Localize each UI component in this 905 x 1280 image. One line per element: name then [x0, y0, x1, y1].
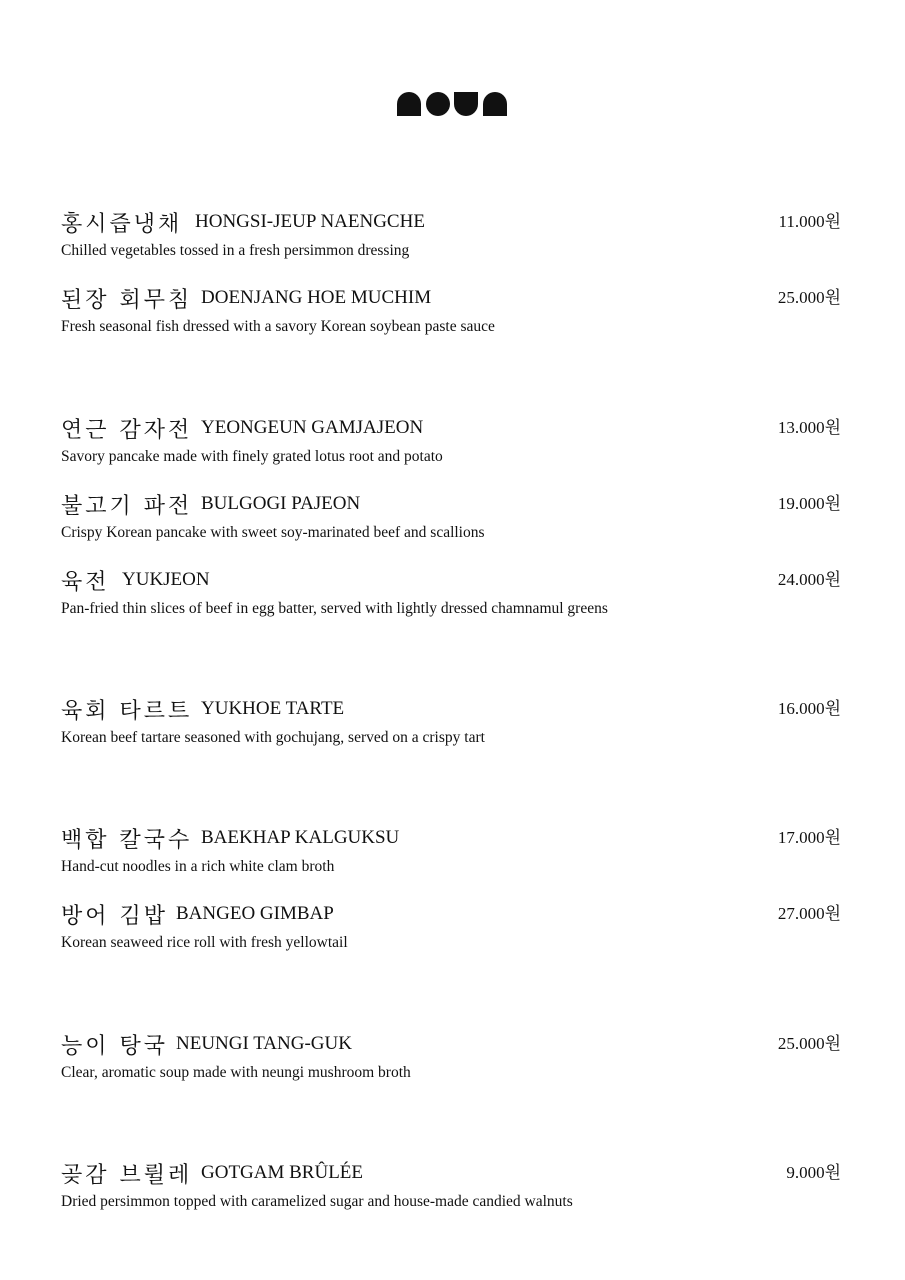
item-korean-name: 능이 탕국 [61, 1034, 169, 1059]
menu-item [61, 565, 841, 641]
menu-item [61, 1158, 841, 1234]
menu-item [61, 283, 841, 359]
item-korean-name: 연근 감자전 [61, 418, 193, 443]
item-description: Korean beef tartare seasoned with gochujang, served on a crispy tart [61, 729, 485, 746]
item-description: Chilled vegetables tossed in a fresh persimmon dressing [61, 242, 410, 259]
menu-item [61, 899, 841, 975]
menu-section-jeon [61, 413, 841, 641]
item-korean-name: 홍시즙냉채 [61, 212, 183, 237]
item-english-name: YEONGEUN GAMJAJEON [201, 417, 424, 438]
item-english-name: BULGOGI PAJEON [201, 493, 361, 514]
menu-item [61, 1029, 841, 1105]
item-korean-name: 방어 김밥 [61, 904, 169, 929]
noua-logo-icon [397, 92, 507, 116]
item-price: 16.000원 [777, 699, 841, 718]
item-korean-name: 백합 칼국수 [61, 828, 193, 853]
item-description: Clear, aromatic soup made with neungi mushroom broth [61, 1064, 411, 1081]
item-price: 25.000원 [777, 1034, 841, 1053]
menu-item [61, 413, 841, 489]
item-korean-name: 불고기 파전 [61, 494, 193, 519]
menu-section-cold-starters [61, 207, 841, 359]
item-english-name: YUKJEON [122, 569, 210, 590]
item-price: 24.000원 [777, 570, 841, 589]
item-english-name: NEUNGI TANG-GUK [176, 1033, 352, 1054]
item-price: 27.000원 [777, 904, 841, 923]
menu-item [61, 694, 841, 770]
menu-item [61, 489, 841, 565]
menu-section-soup [61, 1029, 841, 1105]
item-price: 17.000원 [777, 828, 841, 847]
item-korean-name: 육회 타르트 [61, 699, 193, 724]
item-english-name: YUKHOE TARTE [201, 698, 345, 719]
item-korean-name: 된장 회무침 [61, 288, 193, 313]
item-description: Crispy Korean pancake with sweet soy-marinated beef and scallions [61, 524, 485, 541]
item-english-name: BANGEO GIMBAP [176, 903, 334, 924]
item-english-name: BAEKHAP KALGUKSU [201, 827, 400, 848]
item-description: Fresh seasonal fish dressed with a savory Korean soybean paste sauce [61, 318, 495, 335]
menu-section-tarte [61, 694, 841, 770]
item-price: 19.000원 [777, 494, 841, 513]
item-price: 13.000원 [777, 418, 841, 437]
item-price: 25.000원 [777, 288, 841, 307]
item-description: Dried persimmon topped with caramelized sugar and house-made candied walnuts [61, 1193, 573, 1210]
item-english-name: GOTGAM BRÛLÉE [201, 1162, 364, 1183]
item-price: 11.000원 [778, 212, 841, 231]
item-english-name: HONGSI-JEUP NAENGCHE [195, 211, 425, 232]
item-english-name: DOENJANG HOE MUCHIM [201, 287, 432, 308]
item-korean-name: 곶감 브륄레 [61, 1163, 193, 1188]
item-price: 9.000원 [786, 1163, 841, 1182]
menu-item [61, 207, 841, 283]
menu-section-mains [61, 823, 841, 975]
menu-item [61, 823, 841, 899]
menu-section-dessert [61, 1158, 841, 1234]
item-description: Savory pancake made with finely grated lotus root and potato [61, 448, 443, 465]
item-description: Korean seaweed rice roll with fresh yellowtail [61, 934, 348, 951]
item-description: Pan-fried thin slices of beef in egg batter, served with lightly dressed chamnamul greens [61, 600, 608, 617]
item-korean-name: 육전 [61, 570, 110, 595]
item-description: Hand-cut noodles in a rich white clam broth [61, 858, 335, 875]
